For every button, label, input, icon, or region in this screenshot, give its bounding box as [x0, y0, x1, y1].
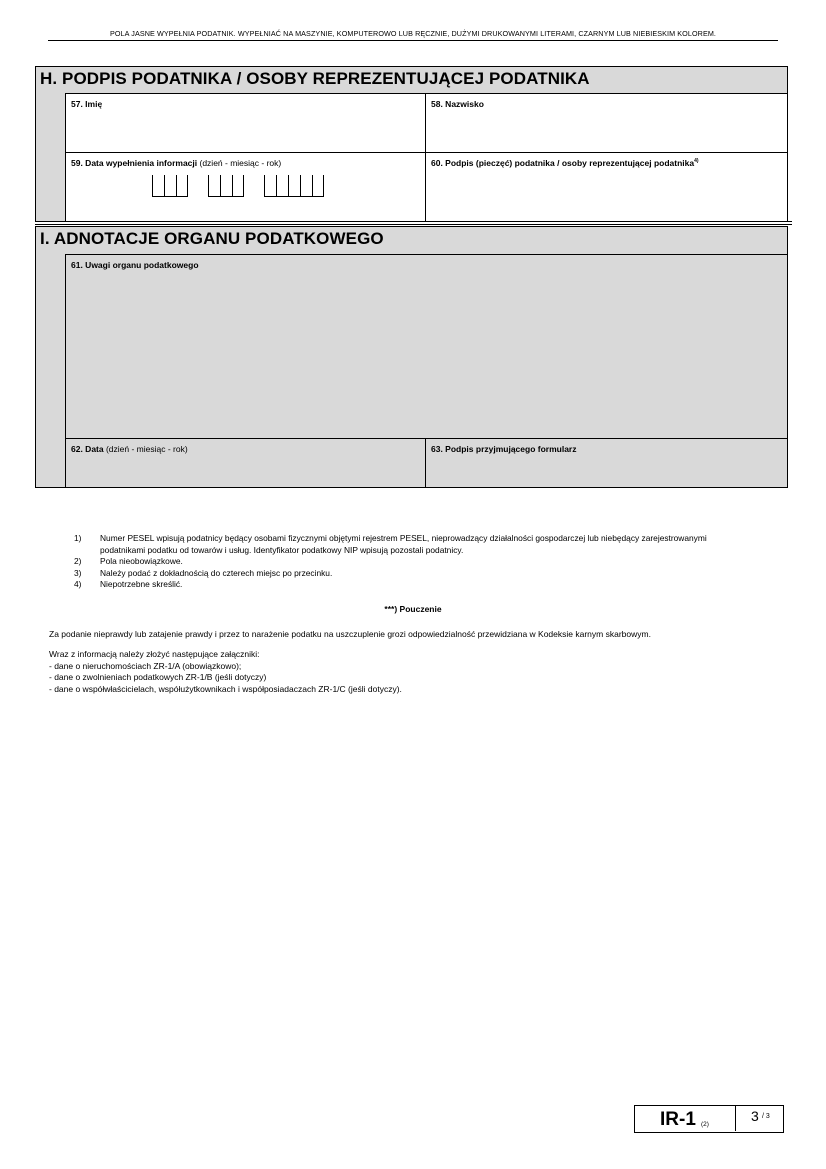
- footnote-number: 2): [74, 556, 82, 566]
- field-58-last-name[interactable]: [425, 93, 788, 153]
- field-58-label: 58. Nazwisko: [431, 99, 484, 109]
- footnote-text: Należy podać z dokładnością do czterech miejsc po przecinku.: [100, 567, 333, 578]
- footnote-number: 3): [74, 567, 82, 578]
- field-60-signature[interactable]: [425, 152, 788, 222]
- field-63-receiver-signature: [425, 438, 788, 488]
- field-59-label-main: 59. Data wypełnienia informacji: [71, 158, 198, 168]
- field-59-label: [71, 158, 281, 168]
- field-60-label: [431, 158, 699, 168]
- year-digit-box[interactable]: [264, 175, 276, 197]
- section-i-title: I. ADNOTACJE ORGANU PODATKOWEGO: [40, 229, 384, 248]
- header-instruction-note: POLA JASNE WYPEŁNIA PODATNIK. WYPEŁNIAĆ NA MASZYNIE, KOMPUTEROWO LUB RĘCZNIE, DUŻYMI DRUKOWANYMI LITERAMI, CZARNYM LUB NIEBIESKIM KOLOREM.: [48, 29, 778, 41]
- field-61-tax-office-remarks: [65, 254, 788, 439]
- year-digit-box[interactable]: [276, 175, 288, 197]
- footnote-item: [74, 556, 734, 568]
- attachment-item: - dane o współwłaścicielach, współużytkownikach i współposiadaczach ZR-1/C (jeśli dotyczy).: [49, 683, 402, 694]
- footnote-item: [74, 579, 734, 591]
- form-id-box: [634, 1105, 784, 1133]
- field-57-label: 57. Imię: [71, 99, 103, 109]
- footnote-text: Numer PESEL wpisują podatnicy będący osobami fizycznymi objętymi rejestrem PESEL, nieprowadzący działalności gospodarczej lub niebędący zarejestrowanymi podatnikami podatku od towarów i usług. Identyfikator podatkowy NIP wpisują pozostali podatnicy.: [100, 533, 707, 555]
- attachments-block: [49, 649, 789, 695]
- attachment-item: - dane o nieruchomościach ZR-1/A (obowiązkowo);: [49, 660, 242, 671]
- field-62-date: [65, 438, 426, 488]
- page-number: 3: [751, 1108, 759, 1124]
- field-59-label-format: (dzień - miesiąc - rok): [197, 158, 282, 168]
- section-h: [35, 66, 788, 222]
- pouczenie-title: ***) Pouczenie: [384, 604, 442, 614]
- footnote-number: 4): [74, 579, 82, 589]
- footnote-item: [74, 533, 734, 556]
- field-63-label: 63. Podpis przyjmującego formularz: [431, 444, 577, 454]
- field-62-label-format: (dzień - miesiąc - rok): [103, 444, 188, 454]
- footnote-number: 1): [74, 533, 82, 543]
- month-digit-box[interactable]: [220, 175, 232, 197]
- field-59-fill-date[interactable]: [65, 152, 426, 222]
- footnote-item: [74, 568, 734, 580]
- month-digit-box[interactable]: [208, 175, 220, 197]
- year-digit-box[interactable]: [312, 175, 324, 197]
- form-id-name: IR-1: [660, 1109, 696, 1130]
- section-h-title: H. PODPIS PODATNIKA / OSOBY REPREZENTUJĄCEJ PODATNIKA: [40, 69, 590, 88]
- form-id-version: (2): [701, 1121, 709, 1128]
- attachments-intro: Wraz z informacją należy złożyć następujące załączniki:: [49, 649, 260, 659]
- field-57-first-name[interactable]: [65, 93, 426, 153]
- day-digit-box[interactable]: [176, 175, 188, 197]
- footnote-text: Pola nieobowiązkowe.: [100, 556, 183, 566]
- form-id-separator: [735, 1106, 736, 1131]
- footnote-text: Niepotrzebne skreślić.: [100, 579, 183, 589]
- day-digit-box[interactable]: [152, 175, 164, 197]
- section-divider-double-line: [35, 221, 792, 225]
- footnotes-list: [74, 533, 734, 591]
- field-60-label-text: 60. Podpis (pieczęć) podatnika / osoby reprezentującej podatnika: [431, 158, 695, 168]
- field-62-label: [71, 444, 188, 454]
- year-digit-box[interactable]: [300, 175, 312, 197]
- month-digit-box[interactable]: [232, 175, 244, 197]
- year-digit-box[interactable]: [288, 175, 300, 197]
- field-60-footnote-ref: 4): [694, 158, 699, 165]
- field-62-label-main: 62. Data: [71, 444, 104, 454]
- attachment-item: - dane o zwolnieniach podatkowych ZR-1/B (jeśli dotyczy): [49, 672, 267, 682]
- page-total: / 3: [762, 1113, 770, 1120]
- pouczenie-text: Za podanie nieprawdy lub zatajenie prawdy i przez to narażenie podatku na uszczuplenie grozi odpowiedzialność przewidziana w Kodeksie karnym skarbowym.: [49, 629, 651, 639]
- field-61-label: 61. Uwagi organu podatkowego: [71, 260, 199, 270]
- section-i: [35, 226, 788, 488]
- day-digit-box[interactable]: [164, 175, 176, 197]
